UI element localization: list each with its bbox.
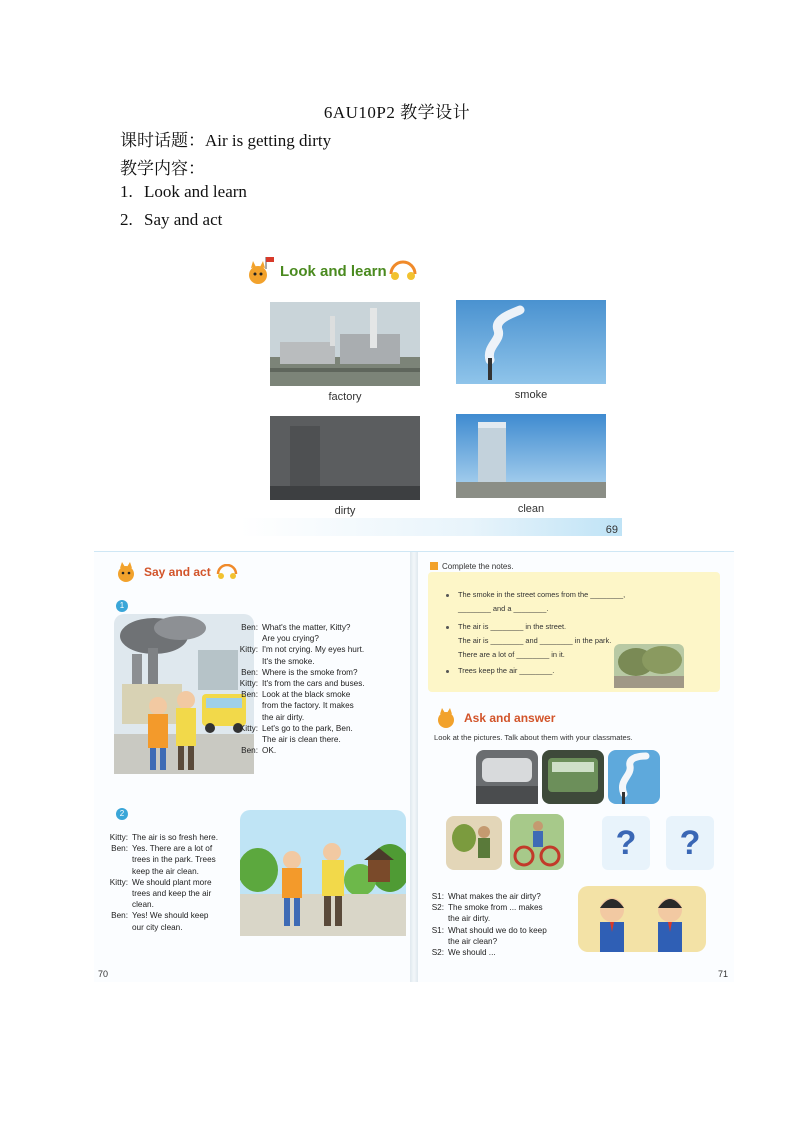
notes-and-ask-page xyxy=(418,552,734,982)
cycling-photo xyxy=(510,814,564,870)
look-and-learn-page xyxy=(240,250,622,536)
dialogue-line: Ben: Where is the smoke from? xyxy=(241,667,358,677)
note-line: The smoke in the street comes from the ________, xyxy=(458,590,626,599)
clean-photo xyxy=(456,414,606,498)
page-footer-strip xyxy=(240,518,622,536)
page-number: 70 xyxy=(98,969,109,979)
dialogue-line: Kitty: It's from the cars and buses. xyxy=(239,679,365,689)
dialogue-line: Ben: Look at the black smoke xyxy=(241,690,351,700)
ask-and-answer-title: Ask and answer xyxy=(464,711,556,725)
dialogue-line: Ben: What's the matter, Kitty? xyxy=(241,623,351,632)
item-text: Look and learn xyxy=(144,182,247,201)
part-2-badge: 2 xyxy=(116,808,128,820)
dialogue-line: Are you crying? xyxy=(262,634,319,644)
cat-mascot-icon xyxy=(244,255,280,287)
content-item-1 xyxy=(120,182,247,202)
dialogue-line: from the factory. It makes xyxy=(262,701,354,711)
chimney-smoke-photo xyxy=(608,750,660,804)
dialogue-line: S1: What makes the air dirty? xyxy=(431,892,541,901)
part-1-badge: 1 xyxy=(116,600,128,612)
audio-icon xyxy=(215,564,239,580)
dialogue-line: our city clean. xyxy=(132,922,183,932)
document-title: 6AU10P2 教学设计 xyxy=(323,103,471,122)
book-gutter xyxy=(410,552,418,982)
dialogue-line: Ben: Yes. There are a lot of xyxy=(111,844,213,854)
dialogue-line: The air is clean there. xyxy=(262,735,341,745)
dialogue-line: S2: The smoke from ... makes xyxy=(431,903,543,913)
textbook-spread xyxy=(94,551,734,982)
dialogue-line: Kitty: We should plant more xyxy=(109,877,212,887)
dialogue-line: Kitty: The air is so fresh here. xyxy=(109,833,219,842)
word-clean: clean xyxy=(517,503,545,515)
car-exhaust-photo xyxy=(476,750,538,804)
ask-instruction: Look at the pictures. Talk about them with your classmates. xyxy=(434,733,633,742)
dialogue-2 xyxy=(98,832,242,933)
bus-photo xyxy=(542,750,604,804)
content-item-2 xyxy=(120,210,222,230)
content-label: 教学内容： xyxy=(120,159,205,178)
note-line: There are a lot of ________ in it. xyxy=(458,650,565,659)
page-number: 71 xyxy=(717,969,728,979)
dialogue-line: S2: We should ... xyxy=(431,948,496,958)
word-smoke: smoke xyxy=(514,389,548,401)
dialogue-line: clean. xyxy=(132,900,154,910)
question-mark-card: ? xyxy=(666,816,714,870)
note-line: The air is ________ and ________ in the park. xyxy=(458,636,612,645)
look-and-learn-heading xyxy=(244,254,419,288)
classmates-talking-illustration xyxy=(578,886,706,952)
notes-box xyxy=(428,572,720,692)
ask-answer-dialogue xyxy=(426,891,576,958)
say-and-act-heading xyxy=(114,560,239,584)
note-line: The air is ________ in the street. xyxy=(458,622,567,631)
page-number: 69 xyxy=(605,524,618,536)
dialogue-line: the air clean? xyxy=(448,936,498,946)
item-text: Say and act xyxy=(144,210,223,229)
look-and-learn-title: Look and learn xyxy=(280,262,387,280)
word-factory: factory xyxy=(328,391,362,403)
dialogue-line: Kitty: Let's go to the park, Ben. xyxy=(239,723,353,733)
ask-and-answer-heading xyxy=(434,706,555,730)
dialogue-line: trees in the park. Trees xyxy=(132,855,216,865)
dialogue-line: It's the smoke. xyxy=(262,656,315,666)
pencil-icon xyxy=(430,562,438,570)
say-and-act-title: Say and act xyxy=(144,565,211,579)
dialogue-line: Ben: Yes! We should keep xyxy=(111,911,209,921)
park-illustration xyxy=(240,810,406,936)
word-dirty: dirty xyxy=(334,505,356,517)
topic-line: 课时话题：Air is getting dirty xyxy=(120,131,332,150)
audio-icon xyxy=(387,260,419,282)
dialogue-line: trees and keep the air xyxy=(132,889,212,899)
bullet-icon xyxy=(446,594,449,597)
say-and-act-page xyxy=(94,552,410,982)
dirty-photo xyxy=(270,416,420,500)
question-mark-card: ? xyxy=(602,816,650,870)
note-line: Trees keep the air ________. xyxy=(458,666,555,675)
smoke-photo xyxy=(456,300,606,384)
dialogue-line: S1: What should we do to keep xyxy=(431,925,547,935)
item-number: 2. xyxy=(120,210,133,229)
notes-title: Complete the notes. xyxy=(430,562,514,571)
factory-photo xyxy=(270,302,420,386)
dialogue-1 xyxy=(228,622,406,756)
dialogue-line: Kitty: I'm not crying. My eyes hurt. xyxy=(239,645,365,655)
cat-mascot-icon xyxy=(114,560,140,584)
dialogue-line: keep the air clean. xyxy=(132,866,199,876)
bullet-icon xyxy=(446,670,449,673)
dialogue-line: the air dirty. xyxy=(262,712,305,722)
note-line: ________ and a ________. xyxy=(458,604,549,613)
bullet-icon xyxy=(446,626,449,629)
cat-mascot-icon xyxy=(434,706,460,730)
planting-photo xyxy=(446,816,502,870)
trees-photo xyxy=(614,644,684,688)
item-number: 1. xyxy=(120,182,133,201)
dialogue-line: the air dirty. xyxy=(448,914,491,924)
dialogue-line: Ben: OK. xyxy=(241,746,277,756)
